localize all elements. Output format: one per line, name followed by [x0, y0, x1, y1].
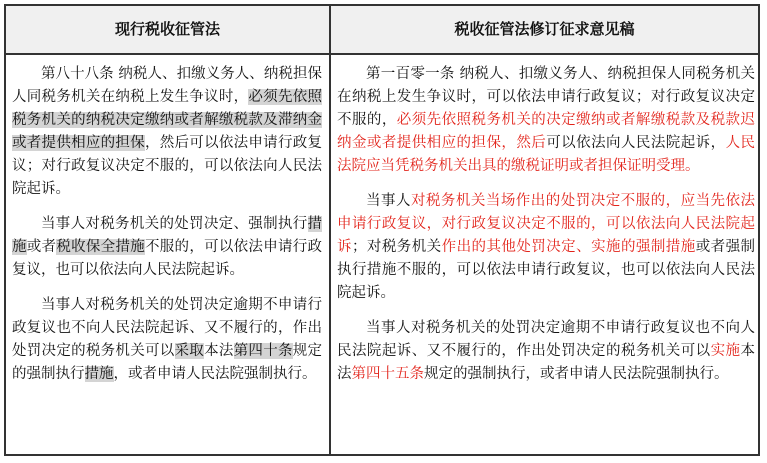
revised-text: 第四十五条: [351, 366, 424, 382]
text-run: 规定的强制执行，或者申请人民法院强制执行。: [424, 366, 729, 382]
revised-text: 对税务机关当场作出的处罚决定不服的，应当先依法申请行政复议，对行政复议决定不服的，可以依法向人民法院起诉: [337, 193, 756, 255]
current-law-article-88-para-3: [12, 294, 322, 386]
text-run: 规定的强制执行: [12, 343, 323, 382]
text-run: 当事人对税务机关的处罚决定、强制执行: [41, 216, 308, 232]
text-run: 本法: [204, 343, 234, 359]
text-run: 不服的，可以依法申请行政复议，也可以依法向人民法院起诉。: [12, 239, 323, 278]
text-run: ；对税务机关: [351, 239, 442, 255]
text-run: 或者强制执行措施不服的，可以依法申请行政复议，也可以依法向人民法院起诉。: [337, 239, 756, 301]
text-run: 第八十八条 纳税人、扣缴义务人、纳税担保人同税务机关在纳税上发生争议时，: [12, 66, 322, 105]
revised-draft-article-101-para-2: [337, 190, 755, 305]
revised-text: 实施: [710, 343, 741, 359]
text-run: ，然后可以依法申请行政复议；对行政复议决定不服的，可以依法向人民法院起诉。: [12, 135, 323, 197]
text-run: 当事人对税务机关的处罚决定逾期不申请行政复议也不向人民法院起诉、又不履行的，作出处罚决定的税务机关可以: [12, 297, 322, 359]
revised-draft-article-101-para-1: [337, 63, 755, 178]
text-run: 当事人: [366, 193, 411, 209]
current-law-article-88-para-1: [12, 63, 322, 201]
text-run: 或者: [26, 239, 57, 255]
text-run: 本法: [337, 343, 755, 382]
revised-text: 作出的其他处罚决定、实施的强制措施: [441, 239, 696, 255]
highlighted-text: 必须先依照税务机关的纳税决定缴纳或者解缴税款及滞纳金或者提供相应的担保: [12, 89, 323, 151]
highlighted-text: 第四十条: [233, 343, 293, 359]
revised-draft-article-101-para-3: [337, 317, 755, 386]
text-run: ，或者申请人民法院强制执行。: [113, 366, 317, 382]
header-revised-draft: 税收征管法修订征求意见稿: [454, 20, 635, 38]
text-run: 可以依法向人民法院起诉，: [546, 135, 726, 151]
current-law-cell: [12, 63, 322, 398]
current-law-article-88-para-2: [12, 213, 322, 282]
highlighted-text: 税收保全措施: [56, 239, 145, 255]
highlighted-text: 措施: [12, 216, 322, 255]
header-current-law: 现行税收征管法: [114, 20, 220, 38]
column-divider: [329, 6, 331, 454]
revised-text: 必须先依照税务机关的决定缴纳或者解缴税款及税款迟纳金或者提供相应的担保，然后: [337, 112, 756, 151]
highlighted-text: 采取: [174, 343, 205, 359]
text-run: 当事人对税务机关的处罚决定逾期不申请行政复议也不向人民法院起诉、又不履行的，作出处罚决定的税务机关可以: [337, 320, 755, 359]
revised-draft-cell: [337, 63, 755, 398]
comparison-table: [4, 4, 760, 456]
revised-text: 人民法院应当凭税务机关出具的缴税证明或者担保证明受理。: [337, 135, 756, 174]
highlighted-text: 措施: [84, 366, 114, 382]
text-run: 第一百零一条 纳税人、扣缴义务人、纳税担保人同税务机关在纳税上发生争议时，可以依法申请行政复议；对行政复议决定不服的，: [337, 66, 755, 128]
